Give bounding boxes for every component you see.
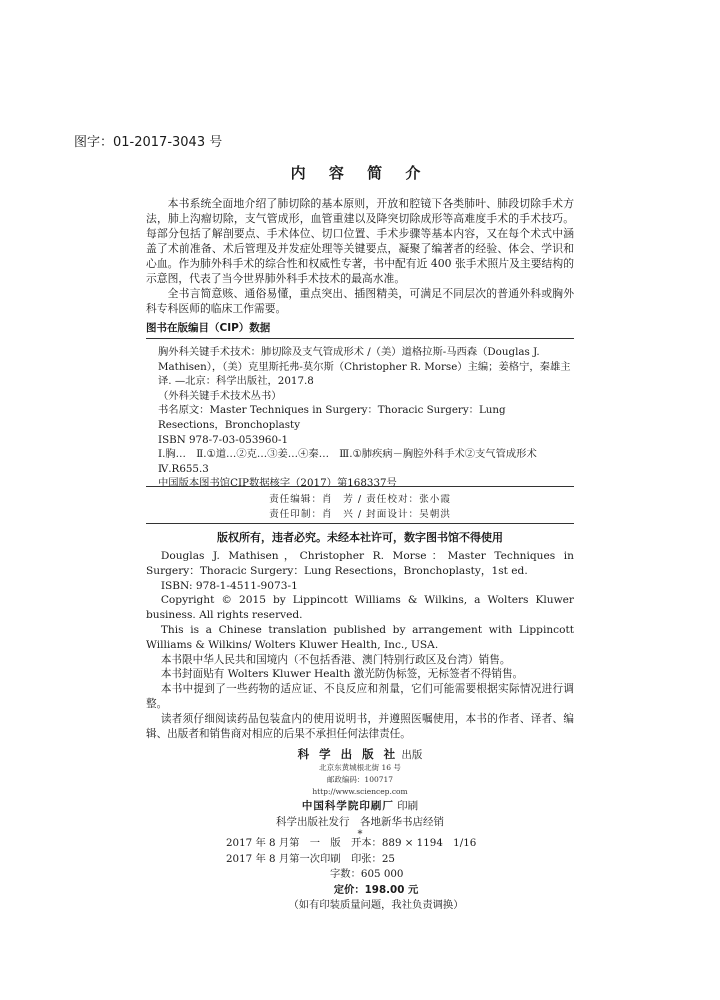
license-paragraph: Copyright © 2015 by Lippincott Williams & Wilkins, a Wolters Kluwer business. All rights reserved.: [146, 594, 574, 622]
credits-block: [146, 492, 574, 522]
license-paragraph: 本书封面贴有 Wolters Kluwer Health 激光防伪标签，无标签者不得销售。: [160, 668, 524, 681]
cip-block: [146, 345, 574, 491]
publisher-website: http://www.sciencep.com: [312, 787, 408, 796]
cip-line: ISBN 978-7-03-053960-1: [158, 433, 289, 446]
imprint-block: [226, 836, 526, 914]
publisher-postcode: 邮政编码：100717: [326, 775, 394, 784]
summary-paragraph: 本书系统全面地介绍了肺切除的基本原则，开放和腔镜下各类肺叶、肺段切除手术方法，肺上沟瘤切除，支气管成形，血管重建以及降突切除成形等高难度手术的手术技巧。每部分包括了解剖要点、手术体位、切口位置、手术步骤等基本内容，又在每个术式中涵盖了术前准备、术后管理及并发症处理等关键要点，凝聚了编著者的经验、体会、学识和心血。作为肺外科手术的综合性和权威性专著，书中配有近 400 张手术照片及主要结构的示意图，代表了当今世界肺外科手术技术的最高水准。: [146, 197, 574, 285]
license-paragraph: ISBN: 978-1-4511-9073-1: [160, 579, 298, 592]
permit-number: 图字：01-2017-3043 号: [74, 135, 223, 150]
edition-line: 2017 年 8 月第 一 版 开本：889 × 1194 1/16: [226, 837, 477, 849]
publisher-address: 北京东黄城根北街 16 号: [319, 763, 401, 772]
summary-title: 内 容 简 介: [290, 164, 430, 182]
summary-paragraph: 全书言简意赅、通俗易懂，重点突出、插图精美，可满足不同层次的普通外科或胸外科专科医师的临床工作需要。: [146, 287, 574, 315]
price-line: 定价：198.00 元: [333, 883, 419, 896]
license-paragraph: 读者须仔细阅读药品包装盒内的使用说明书，并遵照医嘱使用，本书的作者、译者、编辑、出版者和销售商对相应的后果不承担任何法律责任。: [146, 712, 574, 740]
quality-note: （如有印装质量问题，我社负责调换）: [288, 899, 464, 912]
wordcount-line: 字数：605 000: [330, 868, 404, 881]
cip-line: （外科关键手术技术丛书）: [158, 389, 282, 402]
printing-credit: 责任印制：肖 兴 / 封面设计：吴朝洪: [269, 509, 451, 520]
separator-star: *: [357, 829, 363, 840]
printing-line: 2017 年 8 月第一次印刷 印张：25: [226, 852, 395, 865]
license-paragraph: This is a Chinese translation published by arrangement with Lippincott Williams & Wilkins/ Wolters Kluwer Health, Inc., USA.: [146, 623, 574, 651]
publisher-name: 科 学 出 版 社: [297, 747, 399, 761]
cip-line: 中国版本图书馆CIP数据核字（2017）第168337号: [158, 477, 397, 490]
rights-notice: 版权所有，违者必究。未经本社许可，数字图书馆不得使用: [217, 531, 503, 544]
cip-line: Ⅰ.胸… Ⅱ.①道…②克…③姜…④秦… Ⅲ.①肺疾病－胸腔外科手术②支气管成形术 Ⅳ.R655.3: [158, 448, 548, 475]
license-paragraph: 本书限中华人民共和国境内（不包括香港、澳门特别行政区及台湾）销售。: [160, 653, 511, 666]
cip-top-rule: [146, 338, 574, 339]
publisher-suffix: 出版: [398, 749, 423, 761]
printer-name: 中国科学院印刷厂: [301, 800, 394, 812]
cip-bottom-rule: [146, 486, 574, 487]
cip-line: 书名原文：Master Techniques in Surgery：Thoracic Surgery：Lung Resections，Bronchoplasty: [158, 404, 506, 431]
cip-heading: 图书在版编目（CIP）数据: [146, 322, 271, 334]
credits-rule: [146, 523, 574, 524]
license-paragraph: 本书中提到了一些药物的适应证、不良反应和剂量，它们可能需要根据实际情况进行调整。: [146, 683, 574, 710]
summary-section: [146, 196, 574, 316]
editor-credit: 责任编辑：肖 芳 / 责任校对：张小霞: [269, 494, 451, 505]
distribution-line: 科学出版社发行 各地新华书店经销: [276, 816, 444, 828]
license-section: [146, 549, 574, 741]
publisher-block: [0, 743, 720, 840]
cip-line: 胸外科关键手术技术：肺切除及支气管成形术 /（美）道格拉斯-马西森（Douglas J. Mathisen），（美）克里斯托弗-莫尔斯（Christopher R. Morse）主编；姜格宁，秦雄主译. —北京：科学出版社，2017.8: [158, 346, 571, 388]
license-paragraph: Douglas J. Mathisen，Christopher R. Morse：Master Techniques in Surgery：Thoracic Surgery：Lung Resections，Bronchoplasty，1st ed.: [146, 550, 574, 577]
printer-suffix: 印刷: [393, 800, 419, 812]
